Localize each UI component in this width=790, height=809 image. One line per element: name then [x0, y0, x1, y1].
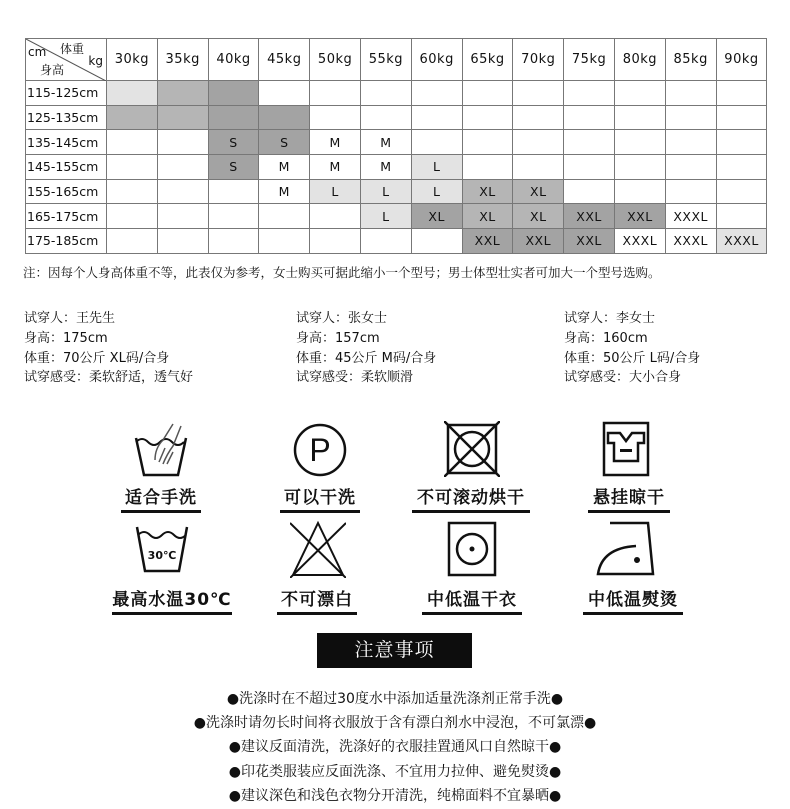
corner-weight: 体重	[60, 42, 85, 56]
size-cell	[259, 81, 310, 106]
tester-height: 身高：175cm	[24, 330, 108, 346]
no-tumble-dry-label: 不可滚动烘干	[412, 483, 530, 513]
height-label: 115-125cm	[26, 81, 107, 106]
height-label: 175-185cm	[26, 229, 107, 254]
size-cell	[564, 105, 615, 130]
tester-1	[24, 309, 193, 388]
size-cell	[513, 81, 564, 106]
size-cell	[665, 155, 716, 180]
size-cell	[614, 81, 665, 106]
size-cell	[107, 81, 158, 106]
instruction-item: ●建议深色和浅色衣物分开清洗，纯棉面料不宜暴晒●	[228, 787, 562, 804]
size-cell	[208, 204, 259, 229]
hand-wash-icon	[133, 420, 189, 478]
size-cell	[310, 204, 361, 229]
weight-header: 65kg	[462, 39, 513, 81]
low-temp-iron-icon	[596, 520, 656, 578]
height-label: 145-155cm	[26, 155, 107, 180]
tester-feel: 试穿感受：大小合身	[564, 370, 682, 386]
size-cell	[157, 81, 208, 106]
size-cell	[716, 155, 767, 180]
notice-banner: 注意事项	[317, 633, 472, 668]
table-row	[26, 81, 767, 106]
size-cell	[513, 105, 564, 130]
size-cell	[411, 229, 462, 254]
table-header-row	[26, 39, 767, 81]
tester-name: 试穿人：王先生	[24, 311, 116, 326]
hang-dry-icon	[602, 421, 650, 477]
size-cell: M	[259, 155, 310, 180]
size-cell	[107, 155, 158, 180]
weight-header: 35kg	[157, 39, 208, 81]
svg-text:P: P	[309, 432, 331, 468]
hand-wash-label: 适合手洗	[121, 483, 201, 513]
size-cell: M	[310, 130, 361, 155]
size-cell	[513, 155, 564, 180]
size-cell	[259, 204, 310, 229]
size-cell	[462, 155, 513, 180]
size-cell	[360, 229, 411, 254]
size-cell	[411, 81, 462, 106]
size-cell	[157, 229, 208, 254]
size-cell	[665, 179, 716, 204]
tester-2	[296, 309, 436, 388]
weight-header: 70kg	[513, 39, 564, 81]
height-label: 125-135cm	[26, 105, 107, 130]
corner-height: 身高	[40, 63, 65, 77]
size-cell	[310, 229, 361, 254]
size-cell	[310, 105, 361, 130]
size-cell	[107, 229, 158, 254]
max-temp-label: 最高水温30℃	[112, 585, 232, 615]
no-tumble-dry-icon	[444, 421, 500, 477]
svg-text:30℃: 30℃	[147, 549, 177, 562]
dry-clean-icon	[292, 422, 348, 478]
size-cell	[716, 204, 767, 229]
instruction-item: ●洗涤时请勿长时间将衣服放于含有漂白剂水中浸泡，不可氯漂●	[193, 715, 597, 732]
size-cell	[716, 105, 767, 130]
weight-header: 40kg	[208, 39, 259, 81]
max-temp-wash-icon	[134, 523, 190, 575]
size-cell	[665, 81, 716, 106]
size-cell	[107, 130, 158, 155]
size-cell	[665, 130, 716, 155]
size-cell: M	[259, 179, 310, 204]
size-cell	[614, 130, 665, 155]
size-cell: XXXL	[614, 229, 665, 254]
size-cell	[157, 130, 208, 155]
tester-3	[564, 309, 700, 388]
size-cell	[259, 105, 310, 130]
size-cell	[614, 179, 665, 204]
size-cell	[107, 105, 158, 130]
table-row	[26, 204, 767, 229]
care-instructions	[0, 687, 790, 808]
table-row	[26, 105, 767, 130]
tester-weight: 体重：45公斤 M码/合身	[296, 350, 437, 366]
size-cell: L	[411, 155, 462, 180]
weight-header: 60kg	[411, 39, 462, 81]
size-cell: L	[310, 179, 361, 204]
table-row	[26, 229, 767, 254]
size-cell	[411, 105, 462, 130]
size-cell	[157, 105, 208, 130]
size-cell	[208, 81, 259, 106]
size-cell	[259, 229, 310, 254]
weight-header: 55kg	[360, 39, 411, 81]
table-row	[26, 179, 767, 204]
size-cell	[614, 105, 665, 130]
size-cell: XL	[462, 179, 513, 204]
size-cell: XXXL	[716, 229, 767, 254]
size-cell: XXL	[513, 229, 564, 254]
height-label: 135-145cm	[26, 130, 107, 155]
size-cell: XL	[513, 204, 564, 229]
low-temp-dry-icon	[447, 521, 497, 577]
size-cell	[107, 179, 158, 204]
corner-kg: kg	[88, 54, 103, 68]
tester-weight: 体重：50公斤 L码/合身	[564, 350, 701, 366]
tester-height: 身高：157cm	[296, 330, 380, 346]
tester-height: 身高：160cm	[564, 330, 648, 346]
weight-header: 85kg	[665, 39, 716, 81]
size-cell	[462, 81, 513, 106]
size-cell	[564, 155, 615, 180]
weight-header: 75kg	[564, 39, 615, 81]
no-bleach-icon	[290, 520, 346, 578]
low-temp-iron-label: 中低温熨烫	[583, 585, 683, 615]
size-cell	[310, 81, 361, 106]
weight-header: 30kg	[107, 39, 158, 81]
size-cell: S	[259, 130, 310, 155]
instruction-item: ●建议反面清洗，洗涤好的衣服挂置通风口自然晾干●	[228, 739, 562, 756]
dry-clean-label: 可以干洗	[280, 483, 360, 513]
size-cell	[665, 105, 716, 130]
weight-header: 50kg	[310, 39, 361, 81]
size-cell: L	[360, 204, 411, 229]
tester-weight: 体重：70公斤 XL码/合身	[24, 350, 170, 366]
size-cell: S	[208, 130, 259, 155]
size-cell	[208, 179, 259, 204]
weight-header: 80kg	[614, 39, 665, 81]
size-cell	[360, 81, 411, 106]
tester-name: 试穿人：李女士	[564, 311, 656, 326]
size-cell	[462, 130, 513, 155]
size-cell	[157, 204, 208, 229]
size-cell: XL	[513, 179, 564, 204]
size-cell: XL	[462, 204, 513, 229]
size-cell	[208, 105, 259, 130]
size-cell	[462, 105, 513, 130]
size-cell: M	[310, 155, 361, 180]
size-cell	[564, 130, 615, 155]
table-row	[26, 155, 767, 180]
size-cell	[513, 130, 564, 155]
tester-feel: 试穿感受：柔软顺滑	[296, 370, 414, 386]
height-label: 155-165cm	[26, 179, 107, 204]
size-cell	[716, 81, 767, 106]
size-cell	[157, 155, 208, 180]
size-cell: XXL	[462, 229, 513, 254]
hang-dry-label: 悬挂晾干	[588, 483, 670, 513]
size-cell	[157, 179, 208, 204]
low-temp-dry-label: 中低温干衣	[422, 585, 522, 615]
size-cell: XXXL	[665, 204, 716, 229]
size-cell: S	[208, 155, 259, 180]
weight-header: 45kg	[259, 39, 310, 81]
size-cell	[716, 179, 767, 204]
size-cell: L	[411, 179, 462, 204]
size-cell	[411, 130, 462, 155]
size-note: 注：因每个人身高体重不等，此表仅为参考，女士购买可据此缩小一个型号；男士体型壮实者可加大一个型号选购。	[23, 265, 661, 280]
instruction-item: ●印花类服装应反面洗涤、不宜用力拉伸、避免熨烫●	[228, 763, 562, 780]
height-label: 165-175cm	[26, 204, 107, 229]
size-cell	[107, 204, 158, 229]
size-cell	[564, 81, 615, 106]
size-cell: M	[360, 130, 411, 155]
tester-name: 试穿人：张女士	[296, 311, 388, 326]
corner-cm: cm	[28, 45, 47, 59]
size-cell	[208, 229, 259, 254]
size-chart-table	[25, 38, 767, 254]
size-cell: XXL	[564, 204, 615, 229]
size-cell: L	[360, 179, 411, 204]
size-cell: XXL	[614, 204, 665, 229]
tester-feel: 试穿感受：柔软舒适，透气好	[24, 370, 194, 386]
size-cell: XL	[411, 204, 462, 229]
corner-header	[26, 39, 107, 81]
size-cell	[614, 155, 665, 180]
instruction-item: ●洗涤时在不超过30度水中添加适量洗涤剂正常手洗●	[226, 691, 564, 707]
size-cell	[564, 179, 615, 204]
weight-header: 90kg	[716, 39, 767, 81]
size-cell: XXL	[564, 229, 615, 254]
size-cell: XXXL	[665, 229, 716, 254]
table-row	[26, 130, 767, 155]
size-cell	[716, 130, 767, 155]
no-bleach-label: 不可漂白	[277, 585, 357, 615]
size-cell: M	[360, 155, 411, 180]
size-cell	[360, 105, 411, 130]
